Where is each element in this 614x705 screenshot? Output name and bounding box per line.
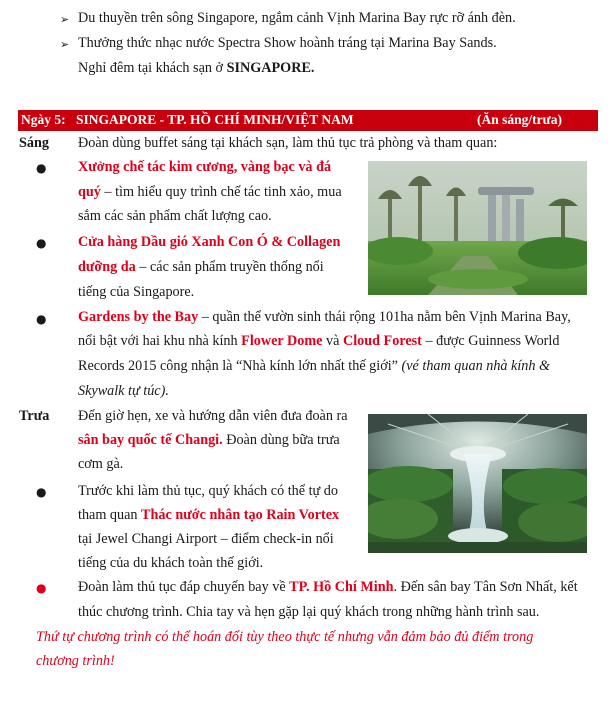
day-meals: (Ăn sáng/trưa) bbox=[477, 112, 562, 127]
text: – quần thể vườn sinh thái rộng 101ha nằm bên Vịnh Marina Bay, bbox=[198, 309, 571, 325]
morning-b1-l1: Xưởng chế tác kim cương, vàng bạc và đá bbox=[78, 159, 332, 175]
text: tham quan bbox=[78, 507, 142, 523]
bullet-dot-icon: ● bbox=[36, 236, 47, 250]
red-highlight: sân bay quốc tế Changi. bbox=[78, 432, 223, 448]
noon-b1-l4: tiếng của du khách toàn thế giới. bbox=[78, 555, 264, 571]
morning-b1-l2 bbox=[78, 184, 342, 201]
bullet-text: Thưởng thức nhạc nước Spectra Show hoành tráng tại Marina Bay Sands. bbox=[78, 35, 497, 51]
red-highlight: Flower Dome bbox=[241, 333, 323, 349]
text: Đoàn làm thủ tục đáp chuyến bay về bbox=[78, 579, 290, 595]
bullet-dot-icon: ● bbox=[36, 312, 47, 326]
gardens-by-the-bay-photo bbox=[368, 161, 587, 295]
morning-b2-l1: Cửa hàng Dầu gió Xanh Con Ó & Collagen bbox=[78, 234, 341, 250]
arrow-bullet-icon: ➢ bbox=[60, 38, 70, 51]
morning-b3-l2 bbox=[78, 333, 559, 350]
noon-label: Trưa bbox=[19, 408, 50, 424]
red-highlight: quý bbox=[78, 184, 101, 200]
noon-b1-l3: tại Jewel Changi Airport – điểm check-in nổi bbox=[78, 531, 334, 547]
arrow-bullet-icon: ➢ bbox=[60, 13, 70, 26]
note-line-1: Thứ tự chương trình có thể hoán đổi tùy theo thực tế nhưng vẫn đảm bảo đủ điểm trong bbox=[36, 629, 534, 645]
morning-label: Sáng bbox=[19, 135, 49, 151]
red-highlight: Gardens by the Bay bbox=[78, 309, 199, 325]
text: Records 2015 công nhận là “Nhà kính lớn nhất thế giới” bbox=[78, 358, 402, 374]
morning-b2-l3: tiếng của Singapore. bbox=[78, 284, 195, 300]
text: Đoàn dùng bữa trưa bbox=[222, 432, 340, 448]
morning-intro: Đoàn dùng buffet sáng tại khách sạn, làm thủ tục trả phòng và tham quan: bbox=[78, 135, 498, 151]
text: nổi bật với hai khu nhà kính bbox=[78, 333, 242, 349]
text: – các sản phẩm truyền thống nổi bbox=[135, 259, 324, 275]
morning-b2-l2 bbox=[78, 259, 324, 276]
red-highlight: Thác nước nhân tạo Rain Vortex bbox=[141, 507, 340, 523]
day-header-bar bbox=[18, 110, 598, 131]
day-label: Ngày 5: bbox=[21, 112, 66, 127]
morning-b3-l1 bbox=[78, 309, 571, 326]
italic-note: (vé tham quan nhà kính & bbox=[401, 358, 551, 374]
noon-b2-l2: thúc chương trình. Chia tay và hẹn gặp lại quý khách trong những hành trình sau. bbox=[78, 604, 540, 620]
red-highlight: TP. Hồ Chí Minh bbox=[289, 579, 394, 595]
noon-b1-l1: Trước khi làm thủ tục, quý khách có thể tự do bbox=[78, 483, 338, 499]
day-route: SINGAPORE - TP. HỒ CHÍ MINH/VIỆT NAM bbox=[76, 112, 354, 127]
note-line-2: chương trình! bbox=[36, 653, 115, 669]
red-highlight: Cloud Forest bbox=[342, 333, 422, 349]
overnight-place: SINGAPORE. bbox=[226, 60, 315, 76]
overnight-line bbox=[78, 60, 314, 77]
morning-b3-l3 bbox=[78, 358, 550, 375]
noon-l1: Đến giờ hẹn, xe và hướng dẫn viên đưa đoàn ra bbox=[78, 408, 348, 424]
bullet-dot-icon: ● bbox=[36, 581, 47, 595]
bullet-text: Du thuyền trên sông Singapore, ngắm cảnh Vịnh Marina Bay rực rỡ ánh đèn. bbox=[78, 10, 516, 26]
noon-l2 bbox=[78, 432, 340, 449]
text: – được Guinness World bbox=[421, 333, 560, 349]
red-highlight: dưỡng da bbox=[78, 259, 136, 275]
bullet-dot-icon: ● bbox=[36, 485, 47, 499]
rain-vortex-photo bbox=[368, 414, 587, 553]
morning-b1-l3: sắm các sản phẩm chất lượng cao. bbox=[78, 208, 272, 224]
noon-b2-l1 bbox=[78, 579, 578, 596]
bullet-dot-icon: ● bbox=[36, 161, 47, 175]
text: – tìm hiểu quy trình chế tác tinh xảo, mua bbox=[100, 184, 342, 200]
text: . Đến sân bay Tân Sơn Nhất, kết bbox=[393, 579, 578, 595]
morning-b3-l4: Skywalk tự túc). bbox=[78, 383, 169, 399]
overnight-prefix: Nghỉ đêm tại khách sạn ở bbox=[78, 60, 227, 76]
noon-b1-l2 bbox=[78, 507, 339, 524]
noon-l3: cơm gà. bbox=[78, 456, 124, 472]
text: và bbox=[322, 333, 343, 349]
